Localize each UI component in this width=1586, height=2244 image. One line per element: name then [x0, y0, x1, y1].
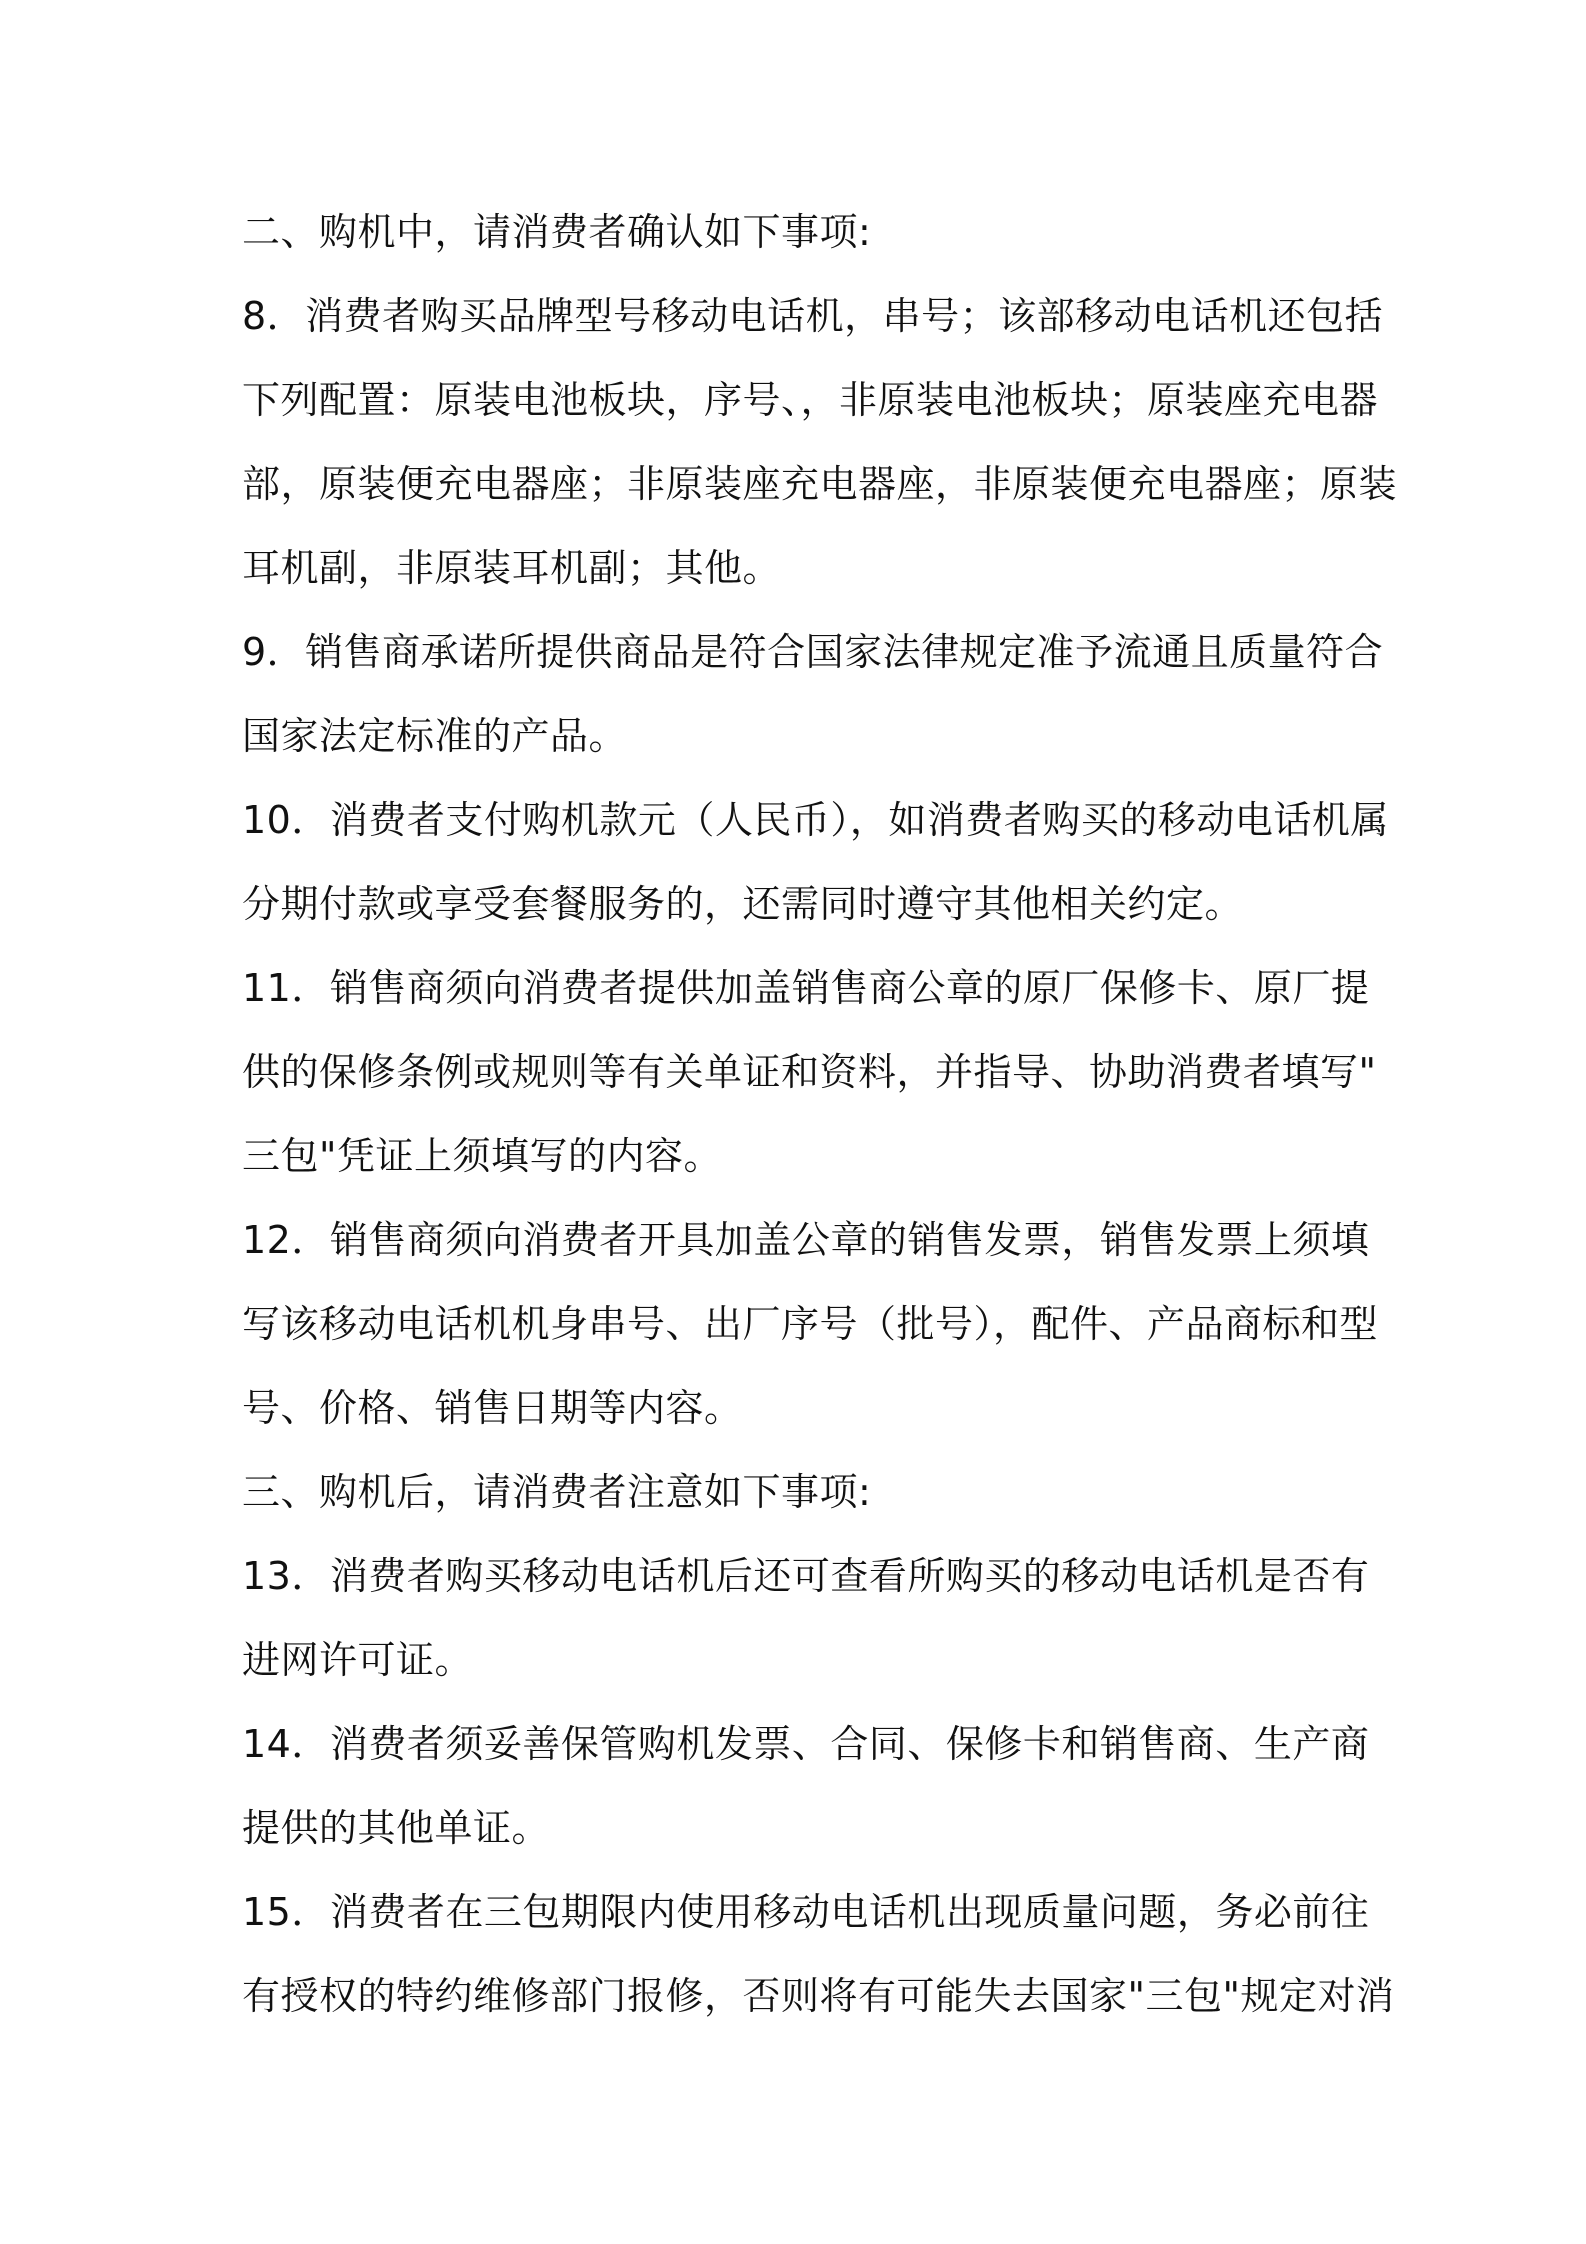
document-body [242, 190, 1398, 2038]
item-13-line-2: 进网许可证。 [242, 1638, 474, 1682]
item-11-line-1: 11．销售商须向消费者提供加盖销售商公章的原厂保修卡、原厂提 [242, 966, 1370, 1010]
section-heading-during-purchase: 二、购机中，请消费者确认如下事项: [242, 210, 872, 254]
item-11-line-3: 三包"凭证上须填写的内容。 [242, 1134, 722, 1178]
item-8-line-2: 下列配置：原装电池板块，序号、，非原装电池板块；原装座充电器 [242, 378, 1379, 422]
item-15-line-1: 15．消费者在三包期限内使用移动电话机出现质量问题，务必前往 [242, 1890, 1370, 1934]
item-10-line-2: 分期付款或享受套餐服务的，还需同时遵守其他相关约定。 [242, 882, 1244, 926]
section-heading-after-purchase: 三、购机后，请消费者注意如下事项: [242, 1470, 872, 1514]
item-14-line-2: 提供的其他单证。 [242, 1806, 551, 1850]
item-12-line-2: 写该移动电话机机身串号、出厂序号（批号），配件、产品商标和型 [242, 1302, 1379, 1346]
item-13-line-1: 13．消费者购买移动电话机后还可查看所购买的移动电话机是否有 [242, 1554, 1370, 1598]
item-12-line-1: 12．销售商须向消费者开具加盖公章的销售发票，销售发票上须填 [242, 1218, 1370, 1262]
item-15-line-2: 有授权的特约维修部门报修，否则将有可能失去国家"三包"规定对消 [242, 1974, 1395, 2018]
item-12-line-3: 号、价格、销售日期等内容。 [242, 1386, 743, 1430]
item-9-line-2: 国家法定标准的产品。 [242, 714, 628, 758]
item-8-line-3: 部，原装便充电器座；非原装座充电器座，非原装便充电器座；原装 [242, 462, 1398, 506]
item-9-line-1: 9．销售商承诺所提供商品是符合国家法律规定准予流通且质量符合 [242, 630, 1384, 674]
item-11-line-2: 供的保修条例或规则等有关单证和资料，并指导、协助消费者填写" [242, 1050, 1377, 1094]
item-8-line-1: 8．消费者购买品牌型号移动电话机，串号；该部移动电话机还包括 [242, 294, 1384, 338]
item-10-line-1: 10．消费者支付购机款元（人民币），如消费者购买的移动电话机属 [242, 798, 1389, 842]
item-14-line-1: 14．消费者须妥善保管购机发票、合同、保修卡和销售商、生产商 [242, 1722, 1370, 1766]
item-8-line-4: 耳机副，非原装耳机副；其他。 [242, 546, 782, 590]
